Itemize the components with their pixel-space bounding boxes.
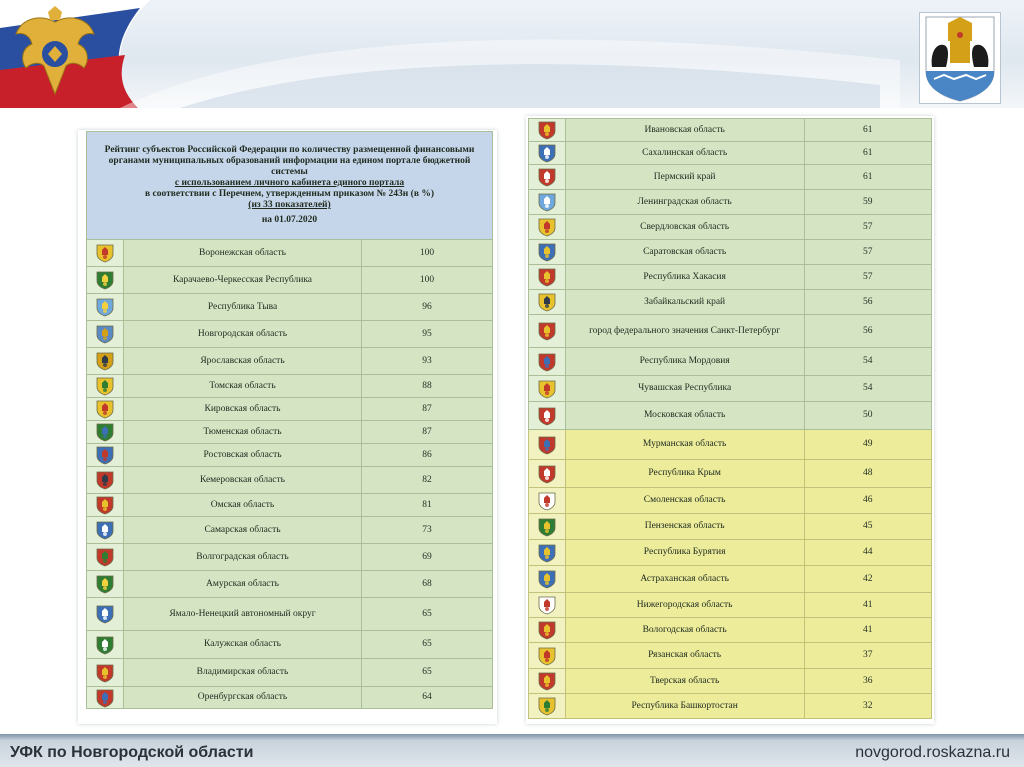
region-crest-cell bbox=[529, 240, 566, 265]
region-name: Республика Мордовия bbox=[565, 348, 804, 376]
region-crest-icon bbox=[95, 270, 115, 290]
region-crest-cell bbox=[87, 375, 124, 398]
region-crest-cell bbox=[87, 631, 124, 659]
region-crest-icon bbox=[95, 547, 115, 567]
title-line-order: в соответствии с Перечнем, утвержденным приказом № 243н (в %) bbox=[145, 189, 434, 199]
region-crest-icon bbox=[95, 495, 115, 515]
region-crest-cell bbox=[87, 444, 124, 467]
region-name: Республика Тыва bbox=[124, 294, 362, 321]
region-score: 57 bbox=[804, 265, 932, 290]
region-score: 37 bbox=[804, 643, 932, 669]
region-score: 44 bbox=[804, 540, 932, 566]
region-crest-icon bbox=[537, 491, 557, 511]
region-score: 41 bbox=[804, 618, 932, 643]
region-name: Нижегородская область bbox=[565, 593, 804, 618]
region-name: Карачаево-Черкесская Республика bbox=[124, 267, 362, 294]
region-crest-cell bbox=[529, 119, 566, 142]
region-name: Московская область bbox=[565, 402, 804, 430]
region-name: Забайкальский край bbox=[565, 290, 804, 315]
region-name: Республика Крым bbox=[565, 460, 804, 488]
region-crest-icon bbox=[537, 620, 557, 640]
region-crest-icon bbox=[537, 167, 557, 187]
region-score: 86 bbox=[362, 444, 493, 467]
region-crest-cell bbox=[529, 514, 566, 540]
footer-bar bbox=[0, 734, 1024, 767]
region-crest-cell bbox=[87, 687, 124, 709]
table-row bbox=[529, 540, 932, 566]
region-score: 93 bbox=[362, 348, 493, 375]
table-row bbox=[529, 669, 932, 694]
region-crest-cell bbox=[529, 593, 566, 618]
table-row bbox=[87, 240, 493, 267]
region-name: Свердловская область bbox=[565, 215, 804, 240]
table-row bbox=[87, 444, 493, 467]
region-crest-icon bbox=[537, 143, 557, 163]
region-crest-icon bbox=[95, 324, 115, 344]
region-score: 69 bbox=[362, 544, 493, 571]
region-score: 32 bbox=[804, 694, 932, 719]
table-row bbox=[529, 694, 932, 719]
novgorod-coat-of-arms bbox=[919, 12, 1001, 104]
table-title bbox=[87, 132, 493, 240]
header-swoosh-decoration bbox=[0, 0, 1024, 108]
region-crest-cell bbox=[529, 142, 566, 165]
table-row bbox=[87, 348, 493, 375]
region-crest-icon bbox=[95, 604, 115, 624]
region-score: 46 bbox=[804, 488, 932, 514]
table-row bbox=[87, 631, 493, 659]
table-row bbox=[87, 294, 493, 321]
region-crest-icon bbox=[537, 435, 557, 455]
region-crest-cell bbox=[529, 265, 566, 290]
region-name: Омская область bbox=[124, 494, 362, 517]
table-row bbox=[87, 375, 493, 398]
region-crest-icon bbox=[537, 543, 557, 563]
region-crest-icon bbox=[537, 242, 557, 262]
region-name: Самарская область bbox=[124, 517, 362, 544]
region-name: Тюменская область bbox=[124, 421, 362, 444]
region-crest-icon bbox=[537, 321, 557, 341]
region-crest-cell bbox=[529, 643, 566, 669]
header-banner bbox=[0, 0, 1024, 108]
region-crest-cell bbox=[87, 398, 124, 421]
ranking-table-left bbox=[86, 131, 493, 709]
table-row bbox=[87, 267, 493, 294]
region-name: Оренбургская область bbox=[124, 687, 362, 709]
region-name: Томская область bbox=[124, 375, 362, 398]
region-score: 42 bbox=[804, 566, 932, 593]
region-crest-cell bbox=[87, 494, 124, 517]
region-score: 61 bbox=[804, 119, 932, 142]
region-crest-cell bbox=[87, 517, 124, 544]
table-row bbox=[529, 265, 932, 290]
region-crest-icon bbox=[95, 470, 115, 490]
region-name: Ярославская область bbox=[124, 348, 362, 375]
table-row bbox=[529, 119, 932, 142]
table-row bbox=[529, 488, 932, 514]
table-row bbox=[87, 517, 493, 544]
footer-org-name: УФК по Новгородской области bbox=[10, 744, 254, 761]
table-row bbox=[87, 659, 493, 687]
table-row bbox=[87, 421, 493, 444]
region-name: Ленинградская область bbox=[565, 190, 804, 215]
region-crest-cell bbox=[87, 467, 124, 494]
region-crest-icon bbox=[95, 520, 115, 540]
region-score: 56 bbox=[804, 315, 932, 348]
region-score: 57 bbox=[804, 240, 932, 265]
region-name: Вологодская область bbox=[565, 618, 804, 643]
region-name: Республика Башкортостан bbox=[565, 694, 804, 719]
region-crest-cell bbox=[529, 430, 566, 460]
region-crest-icon bbox=[95, 243, 115, 263]
region-crest-cell bbox=[529, 460, 566, 488]
region-crest-icon bbox=[95, 351, 115, 371]
region-crest-cell bbox=[529, 566, 566, 593]
region-crest-icon bbox=[95, 422, 115, 442]
table-row bbox=[529, 566, 932, 593]
region-crest-icon bbox=[537, 217, 557, 237]
region-name: Пензенская область bbox=[565, 514, 804, 540]
region-score: 54 bbox=[804, 376, 932, 402]
region-crest-icon bbox=[537, 646, 557, 666]
region-name: Калужская область bbox=[124, 631, 362, 659]
table-row bbox=[87, 398, 493, 421]
region-score: 56 bbox=[804, 290, 932, 315]
treasury-eagle-emblem bbox=[10, 4, 100, 104]
table-row bbox=[87, 544, 493, 571]
region-score: 88 bbox=[362, 375, 493, 398]
region-score: 95 bbox=[362, 321, 493, 348]
region-name: Ростовская область bbox=[124, 444, 362, 467]
region-crest-icon bbox=[537, 292, 557, 312]
region-score: 65 bbox=[362, 598, 493, 631]
region-crest-cell bbox=[87, 544, 124, 571]
table-row bbox=[529, 430, 932, 460]
region-name: Пермский край bbox=[565, 165, 804, 190]
region-crest-icon bbox=[537, 464, 557, 484]
region-crest-cell bbox=[529, 694, 566, 719]
region-crest-icon bbox=[95, 574, 115, 594]
table-row bbox=[529, 618, 932, 643]
region-crest-icon bbox=[95, 663, 115, 683]
region-crest-cell bbox=[529, 215, 566, 240]
region-crest-cell bbox=[529, 348, 566, 376]
region-score: 57 bbox=[804, 215, 932, 240]
table-row bbox=[529, 643, 932, 669]
region-score: 68 bbox=[362, 571, 493, 598]
table-row bbox=[529, 215, 932, 240]
region-crest-cell bbox=[87, 598, 124, 631]
region-crest-icon bbox=[537, 120, 557, 140]
region-name: Кемеровская область bbox=[124, 467, 362, 494]
region-crest-cell bbox=[529, 165, 566, 190]
region-score: 49 bbox=[804, 430, 932, 460]
region-score: 50 bbox=[804, 402, 932, 430]
region-crest-icon bbox=[537, 192, 557, 212]
region-crest-cell bbox=[529, 290, 566, 315]
region-crest-cell bbox=[87, 240, 124, 267]
region-crest-cell bbox=[529, 315, 566, 348]
region-score: 82 bbox=[362, 467, 493, 494]
region-name: Ямало-Ненецкий автономный округ bbox=[124, 598, 362, 631]
table-row bbox=[529, 376, 932, 402]
region-name: Республика Хакасия bbox=[565, 265, 804, 290]
region-name: Амурская область bbox=[124, 571, 362, 598]
region-crest-cell bbox=[87, 348, 124, 375]
region-name: Смоленская область bbox=[565, 488, 804, 514]
region-crest-cell bbox=[87, 571, 124, 598]
table-header-row bbox=[87, 132, 493, 240]
region-crest-icon bbox=[537, 696, 557, 716]
region-name: Тверская область bbox=[565, 669, 804, 694]
region-name: Кировская область bbox=[124, 398, 362, 421]
title-line-cabinet: с использованием личного кабинета единого портала bbox=[174, 178, 405, 188]
region-crest-cell bbox=[87, 267, 124, 294]
region-crest-icon bbox=[95, 445, 115, 465]
region-name: Чувашская Республика bbox=[565, 376, 804, 402]
region-name: Волгоградская область bbox=[124, 544, 362, 571]
region-score: 48 bbox=[804, 460, 932, 488]
region-crest-icon bbox=[537, 595, 557, 615]
region-name: Саратовская область bbox=[565, 240, 804, 265]
region-crest-cell bbox=[529, 402, 566, 430]
region-score: 61 bbox=[804, 142, 932, 165]
region-crest-cell bbox=[529, 376, 566, 402]
region-crest-cell bbox=[529, 618, 566, 643]
region-crest-icon bbox=[95, 399, 115, 419]
region-score: 45 bbox=[804, 514, 932, 540]
table-row bbox=[87, 571, 493, 598]
table-row bbox=[529, 460, 932, 488]
region-crest-cell bbox=[529, 540, 566, 566]
table-row bbox=[529, 514, 932, 540]
table-row bbox=[529, 315, 932, 348]
region-score: 81 bbox=[362, 494, 493, 517]
table-row bbox=[529, 348, 932, 376]
region-crest-icon bbox=[537, 569, 557, 589]
footer-site-url: novgorod.roskazna.ru bbox=[855, 744, 1010, 761]
table-row bbox=[529, 165, 932, 190]
region-score: 87 bbox=[362, 421, 493, 444]
region-crest-cell bbox=[87, 321, 124, 348]
region-name: Владимирская область bbox=[124, 659, 362, 687]
region-name: Астраханская область bbox=[565, 566, 804, 593]
table-row bbox=[529, 290, 932, 315]
table-row bbox=[529, 142, 932, 165]
region-name: Новгородская область bbox=[124, 321, 362, 348]
region-name: город федерального значения Санкт-Петербург bbox=[565, 315, 804, 348]
region-crest-icon bbox=[537, 267, 557, 287]
region-score: 100 bbox=[362, 240, 493, 267]
region-score: 100 bbox=[362, 267, 493, 294]
ranking-table-right bbox=[528, 118, 932, 719]
region-crest-cell bbox=[87, 294, 124, 321]
table-row bbox=[529, 240, 932, 265]
region-score: 59 bbox=[804, 190, 932, 215]
region-score: 96 bbox=[362, 294, 493, 321]
region-score: 41 bbox=[804, 593, 932, 618]
region-name: Воронежская область bbox=[124, 240, 362, 267]
region-crest-icon bbox=[537, 517, 557, 537]
region-score: 87 bbox=[362, 398, 493, 421]
region-score: 36 bbox=[804, 669, 932, 694]
table-row bbox=[87, 598, 493, 631]
title-line-indicators: (из 33 показателей) bbox=[248, 200, 331, 210]
region-score: 61 bbox=[804, 165, 932, 190]
region-name: Мурманская область bbox=[565, 430, 804, 460]
region-score: 65 bbox=[362, 659, 493, 687]
title-line-date: на 01.07.2020 bbox=[261, 215, 318, 225]
title-line-main: Рейтинг субъектов Российской Федерации по количеству размещенной финансовыми органами муниципальных образований информации на едином портале бюджетной системы bbox=[104, 145, 475, 177]
region-crest-icon bbox=[537, 352, 557, 372]
table-row bbox=[87, 687, 493, 709]
region-crest-cell bbox=[87, 659, 124, 687]
region-crest-icon bbox=[95, 635, 115, 655]
region-crest-cell bbox=[529, 669, 566, 694]
region-crest-icon bbox=[95, 297, 115, 317]
region-score: 65 bbox=[362, 631, 493, 659]
region-name: Республика Бурятия bbox=[565, 540, 804, 566]
region-score: 54 bbox=[804, 348, 932, 376]
table-row bbox=[87, 494, 493, 517]
table-row bbox=[529, 593, 932, 618]
region-crest-icon bbox=[95, 688, 115, 708]
region-name: Ивановская область bbox=[565, 119, 804, 142]
region-name: Сахалинская область bbox=[565, 142, 804, 165]
region-crest-icon bbox=[537, 406, 557, 426]
region-score: 73 bbox=[362, 517, 493, 544]
table-row bbox=[87, 321, 493, 348]
region-score: 64 bbox=[362, 687, 493, 709]
region-crest-cell bbox=[87, 421, 124, 444]
region-crest-icon bbox=[537, 379, 557, 399]
region-crest-cell bbox=[529, 488, 566, 514]
table-row bbox=[87, 467, 493, 494]
region-crest-cell bbox=[529, 190, 566, 215]
region-crest-icon bbox=[95, 376, 115, 396]
region-name: Рязанская область bbox=[565, 643, 804, 669]
table-row bbox=[529, 402, 932, 430]
table-row bbox=[529, 190, 932, 215]
region-crest-icon bbox=[537, 671, 557, 691]
